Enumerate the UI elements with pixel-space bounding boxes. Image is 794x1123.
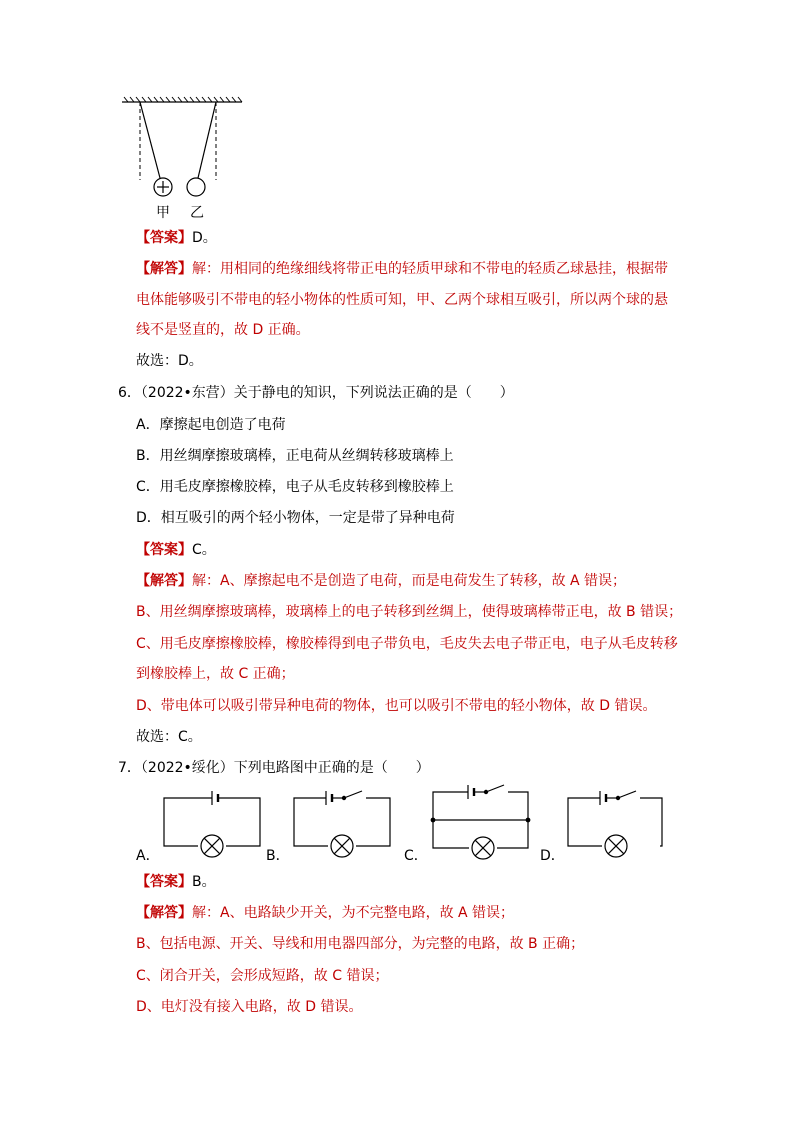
q7-stem: 7．（2022•绥化）下列电路图中正确的是（ ） bbox=[118, 760, 430, 776]
ball-yi-label: 乙 bbox=[190, 205, 204, 221]
analysis-text: 解：用相同的绝缘细线将带正电的轻质甲球和不带电的轻质乙球悬挂，根据带 bbox=[192, 261, 668, 277]
thread-yi bbox=[198, 102, 216, 178]
answer-tag: 【答案】 bbox=[136, 542, 192, 558]
q5-analysis-line: 电体能够吸引不带电的轻小物体的性质可知，甲、乙两个球相互吸引，所以两个球的悬 bbox=[136, 292, 668, 308]
q6-analysis-line: B、用丝绸摩擦玻璃棒，玻璃棒上的电子转移到丝绸上，使得玻璃棒带正电，故 B 错误； bbox=[136, 604, 683, 620]
q6-analysis-line: 到橡胶棒上，故 C 正确； bbox=[136, 666, 295, 682]
thread-jia bbox=[140, 102, 160, 178]
lamp-symbol-icon bbox=[331, 835, 353, 857]
circuit-d-figure bbox=[564, 790, 668, 862]
switch-symbol-icon bbox=[616, 791, 636, 800]
answer-tag: 【答案】 bbox=[136, 874, 192, 890]
answer-tag: 【答案】 bbox=[136, 230, 192, 246]
analysis-text: 解：A、电路缺少开关，为不完整电路，故 A 错误； bbox=[192, 905, 515, 921]
answer-value: D。 bbox=[192, 230, 217, 246]
q7-answer bbox=[136, 872, 216, 892]
circuit-c-label: C． bbox=[404, 848, 428, 864]
lamp-symbol-icon bbox=[472, 837, 494, 859]
ball-jia-label: 甲 bbox=[156, 205, 170, 221]
switch-symbol-icon bbox=[484, 785, 504, 794]
switch-symbol-icon bbox=[342, 791, 362, 800]
circuit-a-figure bbox=[160, 790, 264, 862]
battery-symbol-icon bbox=[600, 791, 606, 805]
q6-option-b: B．用丝绸摩擦玻璃棒，正电荷从丝绸转移玻璃棒上 bbox=[136, 448, 454, 464]
q6-analysis-line: C、用毛皮摩擦橡胶棒，橡胶棒得到电子带负电，毛皮失去电子带正电，电子从毛皮转移 bbox=[136, 636, 678, 652]
battery-symbol-icon bbox=[326, 791, 332, 805]
analysis-tag: 【解答】 bbox=[136, 573, 192, 589]
battery-symbol-icon bbox=[468, 785, 474, 799]
q5-analysis-line: 线不是竖直的，故 D 正确。 bbox=[136, 322, 310, 338]
analysis-tag: 【解答】 bbox=[136, 905, 192, 921]
analysis-text: 解：A、摩擦起电不是创造了电荷，而是电荷发生了转移，故 A 错误； bbox=[192, 573, 627, 589]
circuit-b-label: B． bbox=[266, 848, 290, 864]
q7-analysis-line bbox=[136, 903, 514, 923]
lamp-symbol-icon bbox=[605, 835, 627, 857]
circuit-a-label: A． bbox=[136, 848, 160, 864]
neutral-ball-icon bbox=[187, 178, 205, 196]
q6-option-a: A．摩擦起电创造了电荷 bbox=[136, 417, 286, 433]
q6-option-d: D．相互吸引的两个轻小物体，一定是带了异种电荷 bbox=[136, 510, 455, 526]
q5-conclusion: 故选：D。 bbox=[136, 353, 203, 369]
q6-stem: 6．（2022•东营）关于静电的知识，下列说法正确的是（ ） bbox=[118, 385, 514, 401]
q6-conclusion: 故选：C。 bbox=[136, 729, 202, 745]
charged-ball-plus-icon bbox=[154, 178, 172, 196]
suspended-balls-figure bbox=[118, 96, 248, 222]
analysis-tag: 【解答】 bbox=[136, 261, 192, 277]
ceiling-hatch-icon bbox=[122, 97, 242, 102]
battery-symbol-icon bbox=[212, 791, 218, 805]
q6-analysis-line bbox=[136, 571, 626, 591]
q6-answer bbox=[136, 540, 216, 560]
q7-analysis-line: C、闭合开关，会形成短路，故 C 错误； bbox=[136, 968, 389, 984]
q5-answer bbox=[136, 228, 217, 248]
q5-analysis-line bbox=[136, 259, 668, 279]
q6-analysis-line: D、带电体可以吸引带异种电荷的物体，也可以吸引不带电的轻小物体，故 D 错误。 bbox=[136, 698, 657, 714]
circuit-b-figure bbox=[290, 790, 394, 862]
q7-analysis-line: D、电灯没有接入电路，故 D 错误。 bbox=[136, 999, 363, 1015]
answer-value: C。 bbox=[192, 542, 216, 558]
circuit-c-figure bbox=[428, 784, 534, 862]
q7-analysis-line: B、包括电源、开关、导线和用电器四部分，为完整的电路，故 B 正确； bbox=[136, 936, 585, 952]
circuit-d-label: D． bbox=[540, 848, 565, 864]
q6-option-c: C．用毛皮摩擦橡胶棒，电子从毛皮转移到橡胶棒上 bbox=[136, 479, 454, 495]
answer-value: B。 bbox=[192, 874, 216, 890]
lamp-symbol-icon bbox=[201, 835, 223, 857]
